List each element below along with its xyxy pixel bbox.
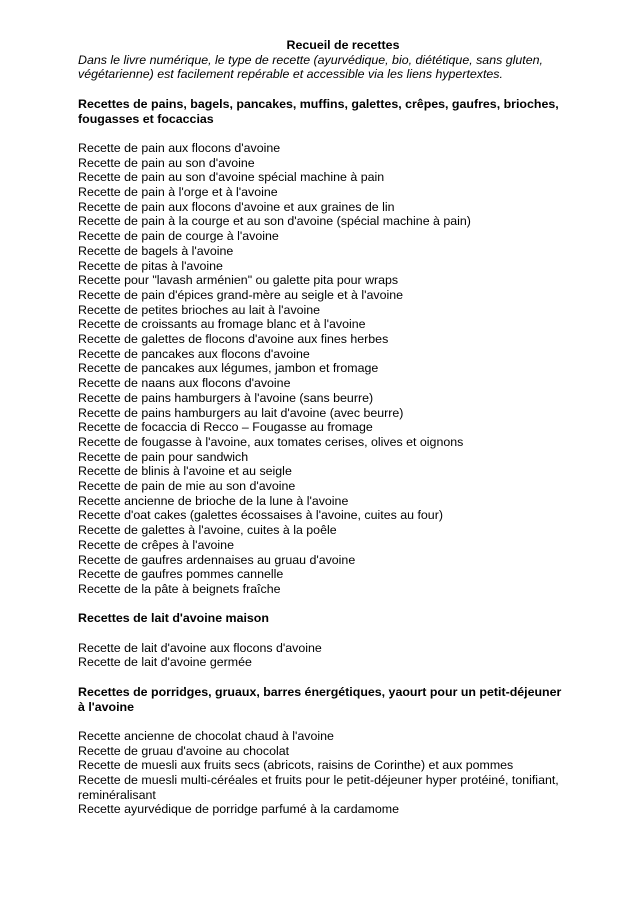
recipe-link[interactable]: Recette de pain à l'orge et à l'avoine bbox=[78, 185, 278, 199]
recipe-link[interactable]: Recette de la pâte à beignets fraîche bbox=[78, 581, 281, 596]
spacer bbox=[78, 670, 568, 685]
spacer bbox=[78, 626, 568, 641]
document-intro: Dans le livre numérique, le type de recette (ayurvédique, bio, diététique, sans gluten, végétarienne) est facilement repérable et accessible via les liens hypertextes. bbox=[78, 52, 543, 82]
recipe-link[interactable]: Recette de pancakes aux flocons d'avoine bbox=[78, 346, 310, 361]
recipe-link[interactable]: Recette de lait d'avoine aux flocons d'avoine bbox=[78, 640, 322, 655]
section-heading: Recettes de porridges, gruaux, barres énergétiques, yaourt pour un petit-déjeuner à l'avoine bbox=[78, 684, 562, 714]
recipe-link[interactable]: Recette de pain au son d'avoine bbox=[78, 155, 255, 170]
spacer bbox=[78, 597, 568, 612]
recipe-link[interactable]: Recette de pain aux flocons d'avoine et aux graines de lin bbox=[78, 199, 395, 214]
recipe-link[interactable]: Recette de galettes à l'avoine, cuites à la poêle bbox=[78, 523, 337, 538]
recipe-link[interactable]: Recette de bagels à l'avoine bbox=[78, 243, 234, 258]
recipe-link[interactable]: Recette de lait d'avoine germée bbox=[78, 655, 252, 670]
recipe-link[interactable]: Recette de pains hamburgers au lait d'avoine (avec beurre) bbox=[78, 405, 404, 420]
recipe-link[interactable]: Recette ayurvédique de porridge parfumé à la cardamome bbox=[78, 802, 399, 817]
recipe-link[interactable]: Recette de pain aux flocons d'avoine bbox=[78, 140, 281, 155]
recipe-link[interactable]: Recette de muesli multi-céréales et fruits pour le petit-déjeuner hyper protéiné, tonifiant, reminéralisant bbox=[78, 773, 559, 802]
recipe-link[interactable]: Recette de petites brioches au lait à l'avoine bbox=[78, 302, 321, 317]
recipe-link[interactable]: Recette de pain d'épices grand-mère au seigle et à l'avoine bbox=[78, 287, 404, 302]
section-heading: Recettes de pains, bagels, pancakes, muffins, galettes, crêpes, gaufres, brioches, fougasses et focaccias bbox=[78, 96, 559, 126]
recipe-link[interactable]: Recette de pain à la courge et au son d'avoine (spécial machine à pain) bbox=[78, 214, 471, 229]
recipe-link[interactable]: Recette de fougasse à l'avoine, aux tomates cerises, olives et oignons bbox=[78, 434, 464, 449]
recipe-link[interactable]: Recette de pitas à l'avoine bbox=[78, 258, 223, 273]
recipe-link[interactable]: Recette de pains hamburgers à l'avoine (sans beurre) bbox=[78, 390, 374, 405]
recipe-link[interactable]: Recette pour "lavash arménien" ou galette pita pour wraps bbox=[78, 273, 399, 288]
recipe-link[interactable]: Recette ancienne de brioche de la lune à l'avoine bbox=[78, 493, 349, 508]
recipe-link[interactable]: Recette de focaccia di Recco – Fougasse au fromage bbox=[78, 420, 373, 435]
section-heading: Recettes de lait d'avoine maison bbox=[78, 611, 269, 626]
recipe-link[interactable]: Recette de pain de courge à l'avoine bbox=[78, 229, 279, 244]
document-page bbox=[78, 38, 568, 817]
spacer bbox=[78, 714, 568, 729]
recipe-link[interactable]: Recette de gruau d'avoine au chocolat bbox=[78, 743, 290, 758]
recipe-link[interactable]: Recette de blinis à l'avoine et au seigle bbox=[78, 464, 292, 479]
recipe-sections bbox=[78, 97, 568, 817]
recipe-link[interactable]: Recette de pain de mie au son d'avoine bbox=[78, 479, 296, 494]
recipe-link[interactable]: Recette de pain pour sandwich bbox=[78, 449, 249, 464]
recipe-link[interactable]: Recette de crêpes à l'avoine bbox=[78, 537, 234, 552]
recipe-link[interactable]: Recette de croissants au fromage blanc et à l'avoine bbox=[78, 317, 366, 332]
recipe-link[interactable]: Recette de muesli aux fruits secs (abricots, raisins de Corinthe) et aux pommes bbox=[78, 758, 514, 773]
recipe-link[interactable]: Recette ancienne de chocolat chaud à l'avoine bbox=[78, 728, 334, 743]
recipe-list bbox=[78, 729, 568, 817]
recipe-list bbox=[78, 141, 568, 597]
recipe-list bbox=[78, 641, 568, 670]
recipe-link[interactable]: Recette de gaufres pommes cannelle bbox=[78, 567, 284, 582]
spacer bbox=[78, 126, 568, 141]
recipe-link[interactable]: Recette de pain au son d'avoine spécial machine à pain bbox=[78, 170, 385, 185]
recipe-link[interactable]: Recette de gaufres ardennaises au gruau d'avoine bbox=[78, 552, 356, 567]
document-title: Recueil de recettes bbox=[286, 38, 400, 52]
recipe-link[interactable]: Recette de galettes de flocons d'avoine aux fines herbes bbox=[78, 332, 389, 347]
recipe-link[interactable]: Recette de pancakes aux légumes, jambon et fromage bbox=[78, 361, 379, 376]
spacer bbox=[78, 82, 568, 97]
recipe-link[interactable]: Recette de naans aux flocons d'avoine bbox=[78, 376, 291, 391]
recipe-link[interactable]: Recette d'oat cakes (galettes écossaises à l'avoine, cuites au four) bbox=[78, 508, 443, 523]
